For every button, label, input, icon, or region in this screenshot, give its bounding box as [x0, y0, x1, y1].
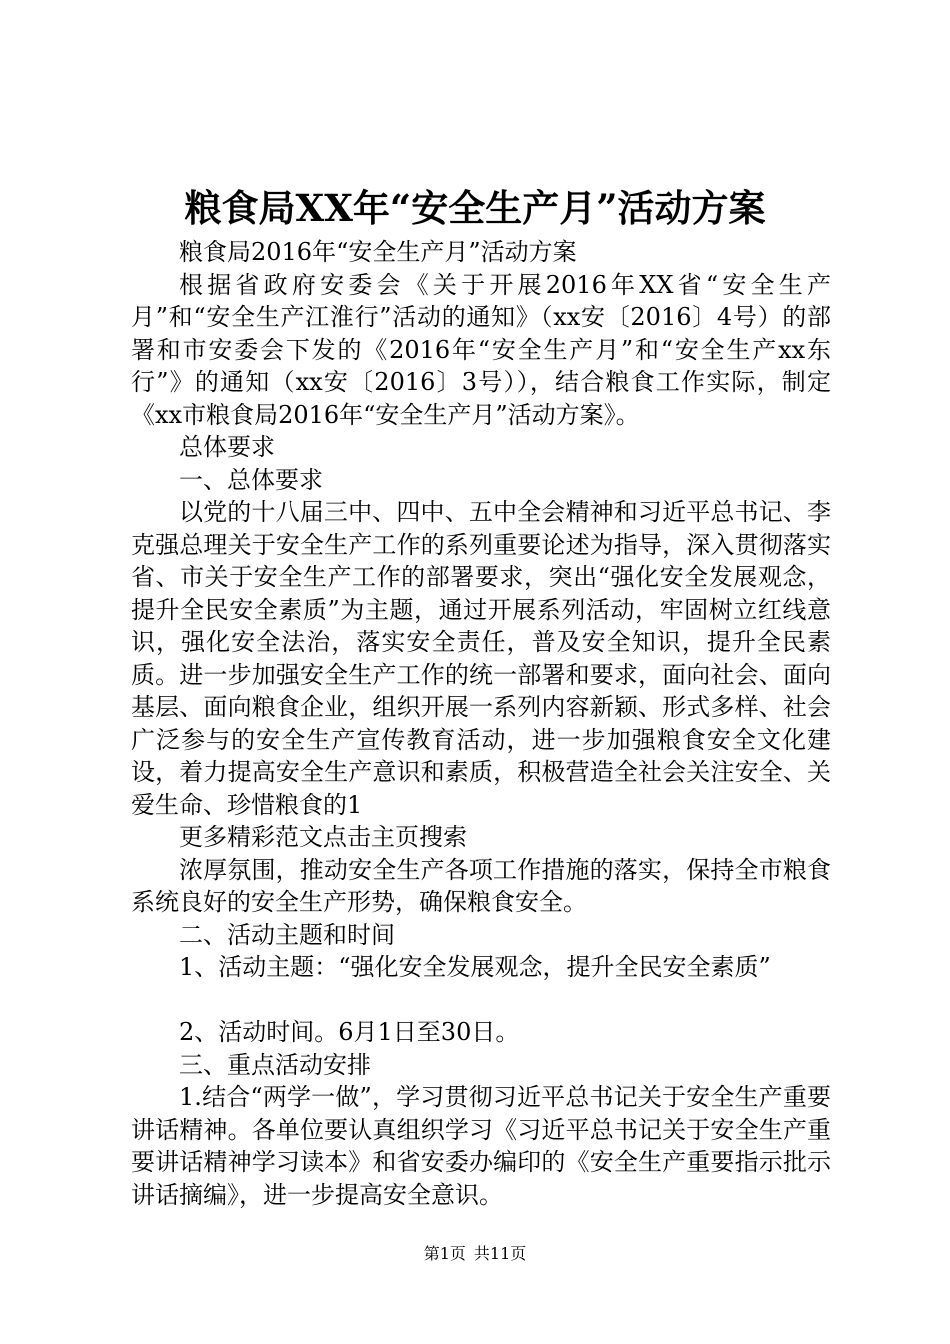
page-total: 共11页 [473, 1244, 527, 1263]
section-heading-3: 三、重点活动安排 [179, 1050, 371, 1079]
paragraph-more-link: 更多精彩范文点击主页搜索 [179, 823, 467, 851]
paragraph-guidance: 以党的十八届三中、四中、五中全会精神和习近平总书记、李克强总理关于安全生产工作的系列重要论述为指导，深入贯彻落实省、市关于安全生产工作的部署要求，突出“强化安全发展观念，提升全民安全素质”为主题，通过开展系列活动，牢固树立红线意识，强化安全法治，落实安全责任，普及安全知识，提升全民素质。进一步加强安全生产工作的统一部署和要求，面向社会、面向基层、面向粮食企业，组织开展一系列内容新颖、形式多样、社会广泛参与的安全生产宣传教育活动，进一步加强粮食安全文化建设，着力提高安全生产意识和素质，积极营造全社会关注安全、关爱生命、珍惜粮食的1 [131, 498, 831, 819]
paragraph-heading-overall: 总体要求 [179, 433, 275, 461]
page-footer [0, 1242, 950, 1266]
paragraph-atmosphere: 浓厚氛围，推动安全生产各项工作措施的落实，保持全市粮食系统良好的安全生产形势，确保粮食安全。 [131, 855, 831, 916]
page-number: 第1页 [423, 1244, 466, 1263]
section-heading-1: 一、总体要求 [179, 465, 323, 494]
blank-line [131, 984, 831, 1017]
document-body [131, 236, 831, 1211]
paragraph-theme: 1、活动主题：“强化安全发展观念，提升全民安全素质” [179, 953, 771, 981]
paragraph-time: 2、活动时间。6月1日至30日。 [179, 1018, 520, 1046]
document-title: 粮食局XX年“安全生产月”活动方案 [184, 186, 766, 230]
paragraph-subtitle: 粮食局2016年“安全生产月”活动方案 [179, 238, 577, 266]
paragraph-study: 1.结合“两学一做”，学习贯彻习近平总书记关于安全生产重要讲话精神。各单位要认真组织学习《习近平总书记关于安全生产重要讲话精神学习读本》和省安委办编印的《安全生产重要指示批示讲话摘编》，进一步提高安全意识。 [131, 1083, 831, 1209]
section-heading-2: 二、活动主题和时间 [179, 920, 395, 949]
paragraph-intro: 根据省政府安委会《关于开展2016年XX省“安全生产月”和“安全生产江淮行”活动的通知》（xx安〔2016〕4号）的部署和市安委会下发的《2016年“安全生产月”和“安全生产xx东行”》的通知（xx安〔2016〕3号）），结合粮食工作实际，制定《xx市粮食局2016年“安全生产月”活动方案》。 [131, 270, 831, 429]
